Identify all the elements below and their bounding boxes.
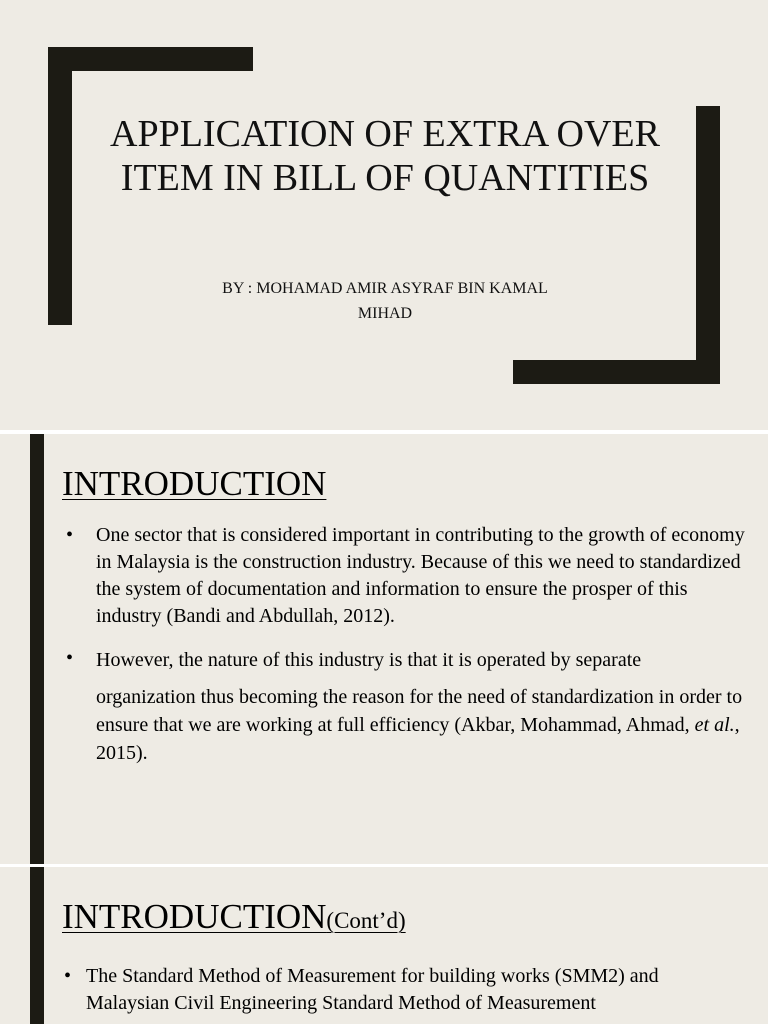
slide-heading-text: INTRODUCTION (62, 897, 327, 936)
bullet-text-end: , 2015). (96, 714, 740, 764)
bullet-text: organization thus becoming the reason for the need of standardization in order to ensure that we are working at full efficiency (Akbar, Mohammad, Ahmad, (96, 686, 743, 736)
title-slide (0, 0, 768, 430)
bullet-text-italic: et al. (694, 714, 735, 736)
bullet-dot: • (66, 524, 74, 546)
bullet-text: The Standard Method of Measurement for building works (SMM2) and Malaysian Civil Engineering Standard Method of Measurement (86, 965, 659, 1014)
author-byline-line-1: BY : MOHAMAD AMIR ASYRAF BIN KAMAL (222, 280, 548, 297)
slide-heading-suffix: (Cont’d) (326, 908, 406, 933)
slide-heading (62, 897, 406, 937)
bullet-dot: • (64, 965, 72, 987)
bullet-dot: • (66, 647, 74, 669)
bullet-list (62, 963, 752, 1017)
slide-heading: INTRODUCTION (62, 464, 327, 503)
bullet-item (62, 963, 716, 1017)
author-byline-line-2: MIHAD (357, 305, 413, 322)
frame-top-left-horizontal-bar (48, 47, 253, 71)
bullet-text-body (96, 683, 752, 767)
bullet-text: One sector that is considered important in contributing to the growth of economy in Malaysia is the construction industry. Because of this we need to standardized the system of documentation and information to ensure the prosper of this industry (Bandi and Abdullah, 2012). (96, 524, 745, 627)
introduction-continued-slide (0, 867, 768, 1024)
frame-bottom-right-horizontal-bar (513, 360, 720, 384)
frame-bottom-right-vertical-bar (696, 106, 720, 384)
bullet-item (62, 647, 752, 767)
bullet-text-line: However, the nature of this industry is that it is operated by separate (96, 649, 642, 671)
presentation-title: APPLICATION OF EXTRA OVER ITEM IN BILL OF QUANTITIES (110, 113, 660, 199)
introduction-slide (0, 434, 768, 864)
frame-top-left-vertical-bar (48, 47, 72, 325)
author-byline (150, 276, 620, 326)
left-accent-bar (30, 434, 44, 864)
bullet-item (62, 522, 752, 630)
bullet-list (62, 522, 752, 767)
left-accent-bar (30, 867, 44, 1024)
